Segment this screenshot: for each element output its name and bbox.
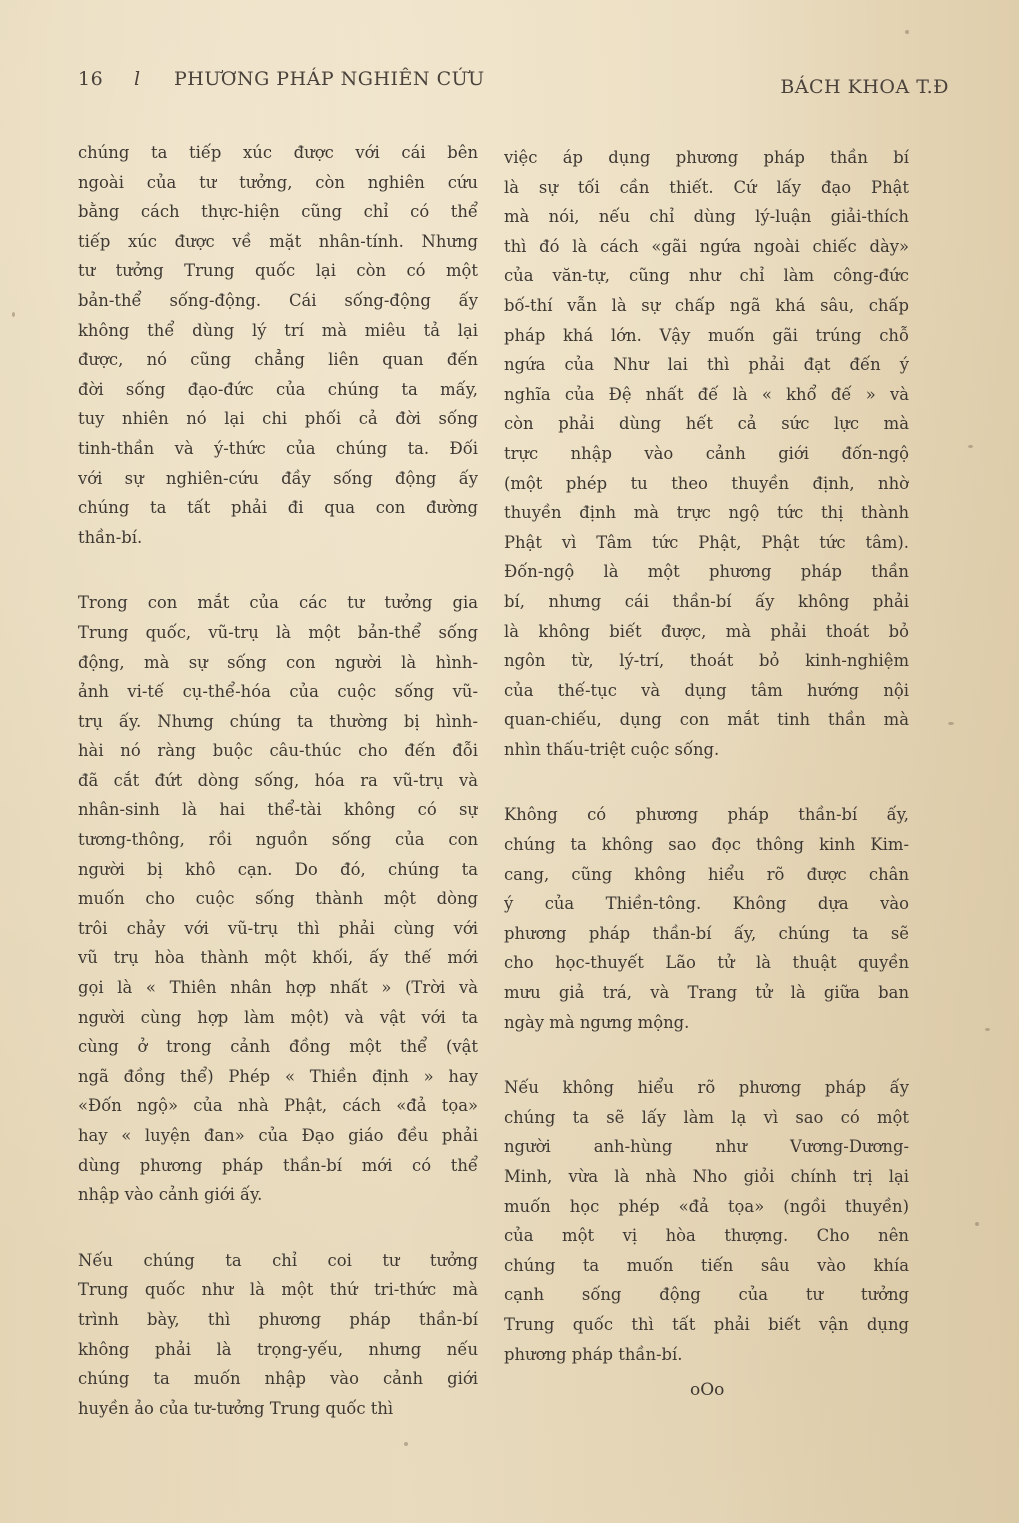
text-line: không phải là trọng-yếu, nhưng nếu (78, 1339, 478, 1359)
text-line: pháp khá lớn. Vậy muốn gãi trúng chỗ (504, 325, 909, 345)
end-mark: oOo (690, 1380, 725, 1400)
text-line: Phật vì Tâm tức Phật, Phật tức tâm). (504, 532, 909, 552)
text-line: còn phải dùng hết cả sức lực mà (504, 414, 909, 434)
text-line: không thể dùng lý trí mà miêu tả lại (78, 320, 478, 340)
text-line: đã cắt đứt dòng sống, hóa ra vũ-trụ và (78, 770, 478, 790)
text-line: là không biết được, mà phải thoát bỏ (504, 621, 909, 641)
paragraph (78, 1246, 478, 1424)
paper-speck (905, 30, 909, 34)
running-header (78, 68, 949, 100)
text-line: mà nói, nếu chỉ dùng lý-luận giải-thích (504, 207, 909, 227)
text-line: nhìn thấu-triệt cuộc sống. (504, 739, 720, 759)
text-line: phương pháp thần-bí ấy, chúng ta sẽ (504, 923, 909, 943)
page-number: 16 (78, 68, 104, 90)
text-line: chúng ta không sao đọc thông kinh Kim- (504, 835, 909, 855)
text-line: tuy nhiên nó lại chi phối cả đời sống (78, 409, 478, 429)
magazine-title: BÁCH KHOA T.Đ (780, 76, 949, 98)
text-line: của văn-tự, cũng như chỉ làm công-đức (504, 266, 909, 286)
text-line: Trung quốc, vũ-trụ là một bản-thể sống (78, 622, 478, 642)
text-line: việc áp dụng phương pháp thần bí (504, 148, 909, 167)
text-line: Trong con mắt của các tư tưởng gia (78, 593, 478, 613)
section-title: PHƯƠNG PHÁP NGHIÊN CỨU (174, 68, 485, 90)
text-line: bằng cách thực-hiện cũng chỉ có thể (78, 202, 478, 222)
text-line: Nếu chúng ta chỉ coi tư tưởng (78, 1250, 478, 1270)
text-line: tư tưởng Trung quốc lại còn có một (78, 261, 478, 281)
text-line: dùng phương pháp thần-bí mới có thể (78, 1155, 478, 1175)
right-column (504, 143, 909, 1369)
text-line: của một vị hòa thượng. Cho nên (504, 1226, 909, 1246)
text-line: Trung quốc thì tất phải biết vận dụng (504, 1314, 909, 1334)
text-line: nghĩa của Đệ nhất đế là « khổ đế » và (504, 384, 909, 404)
text-line: là sự tối cần thiết. Cứ lấy đạo Phật (504, 177, 909, 197)
text-line: ngôn từ, lý-trí, thoát bỏ kinh-nghiệm (504, 651, 909, 671)
text-line: chúng ta tiếp xúc được với cái bên (78, 143, 478, 162)
text-line: ngứa của Như lai thì phải đạt đến ý (504, 355, 909, 375)
text-line: được, nó cũng chẳng liên quan đến (78, 350, 478, 370)
text-line: bản-thể sống-động. Cái sống-động ấy (78, 290, 478, 310)
text-line: chúng ta muốn nhập vào cảnh giới (78, 1369, 478, 1389)
text-line: tiếp xúc được về mặt nhân-tính. Nhưng (78, 231, 478, 251)
text-line: người anh-hùng như Vương-Dương- (504, 1137, 909, 1157)
text-line: Nếu không hiểu rõ phương pháp ấy (504, 1078, 909, 1098)
paragraph-gap (504, 1037, 909, 1073)
text-line: muốn cho cuộc sống thành một dòng (78, 889, 478, 909)
text-line: chúng ta sẽ lấy làm lạ vì sao có một (504, 1107, 909, 1127)
text-line: cạnh sống động của tư tưởng (504, 1285, 909, 1305)
text-line: nhân-sinh là hai thể-tài không có sự (78, 800, 478, 820)
paper-speck (968, 445, 973, 448)
text-line: cang, cũng không hiểu rõ được chân (504, 864, 909, 884)
text-line: «Đốn ngộ» của nhà Phật, cách «đả tọa» (78, 1096, 478, 1116)
text-line: nhập vào cảnh giới ấy. (78, 1185, 263, 1205)
header-separator: l (134, 68, 141, 90)
paragraph (504, 143, 909, 764)
paragraph-gap (78, 552, 478, 588)
text-line: mưu giả trá, và Trang tử là giữa ban (504, 983, 909, 1003)
text-line: người cùng hợp làm một) và vật với ta (78, 1007, 478, 1027)
text-line: tương-thông, rồi nguồn sống của con (78, 830, 478, 850)
text-line: tinh-thần và ý-thức của chúng ta. Đối (78, 438, 478, 458)
paper-speck (985, 1028, 990, 1031)
text-line: thì đó là cách «gãi ngứa ngoài chiếc dày» (504, 236, 909, 256)
text-line: động, mà sự sống con người là hình- (78, 652, 478, 672)
text-line: ngã đồng thể) Phép « Thiền định » hay (78, 1066, 478, 1086)
paper-speck (404, 1442, 408, 1446)
text-line: muốn học phép «đả tọa» (ngồi thuyền) (504, 1196, 909, 1216)
text-line: hay « luyện đan» của Đạo giáo đều phải (78, 1126, 478, 1145)
text-line: ngày mà ngưng mộng. (504, 1012, 690, 1032)
paragraph-gap (78, 1210, 478, 1246)
text-line: cho học-thuyết Lão tử là thuật quyền (504, 953, 909, 973)
text-line: (một phép tu theo thuyền định, nhờ (504, 473, 909, 493)
text-line: thuyền định mà trực ngộ tức thị thành (504, 503, 909, 523)
text-line: đời sống đạo-đức của chúng ta mấy, (78, 379, 478, 399)
paragraph (78, 588, 478, 1209)
text-line: Không có phương pháp thần-bí ấy, (504, 805, 909, 825)
text-line: trôi chảy với vũ-trụ thì phải cùng với (78, 918, 478, 938)
text-line: Trung quốc như là một thứ tri-thức mà (78, 1280, 478, 1300)
text-line: bố-thí vẫn là sự chấp ngã khá sâu, chấp (504, 295, 909, 315)
paragraph (504, 800, 909, 1037)
text-line: gọi là « Thiên nhân hợp nhất » (Trời và (78, 978, 478, 998)
text-line: với sự nghiên-cứu đầy sống động ấy (78, 468, 478, 488)
text-line: quan-chiếu, dụng con mắt tinh thần mà (504, 710, 909, 730)
text-line: hài nó ràng buộc câu-thúc cho đến đỗi (78, 741, 478, 761)
paper-speck (975, 1222, 979, 1226)
text-line: của thế-tục và dụng tâm hướng nội (504, 680, 909, 700)
text-line: trực nhập vào cảnh giới đốn-ngộ (504, 443, 909, 463)
text-line: ngoài của tư tưởng, còn nghiên cứu (78, 172, 478, 192)
text-line: vũ trụ hòa thành một khối, ấy thế mới (78, 948, 478, 968)
paragraph (504, 1073, 909, 1369)
paragraph-gap (504, 764, 909, 800)
paragraph (78, 138, 478, 552)
text-line: thần-bí. (78, 527, 143, 547)
text-line: cùng ở trong cảnh đồng một thể (vật (78, 1037, 478, 1057)
text-line: trình bày, thì phương pháp thần-bí (78, 1309, 478, 1329)
text-line: chúng ta tất phải đi qua con đường (78, 498, 478, 518)
left-column (78, 138, 478, 1423)
paper-speck (12, 312, 15, 317)
text-line: Đốn-ngộ là một phương pháp thần (504, 562, 909, 582)
paper-speck (948, 722, 954, 725)
text-line: người bị khô cạn. Do đó, chúng ta (78, 859, 478, 879)
text-line: ảnh vi-tế cụ-thể-hóa của cuộc sống vũ- (78, 682, 478, 702)
text-line: Minh, vừa là nhà Nho giỏi chính trị lại (504, 1167, 909, 1186)
text-line: huyền ảo của tư-tưởng Trung quốc thì (78, 1398, 394, 1418)
text-line: phương pháp thần-bí. (504, 1344, 683, 1364)
text-line: ý của Thiền-tông. Không dựa vào (504, 894, 909, 914)
text-line: trụ ấy. Nhưng chúng ta thường bị hình- (78, 711, 478, 731)
text-line: chúng ta muốn tiến sâu vào khía (504, 1255, 909, 1275)
text-line: bí, nhưng cái thần-bí ấy không phải (504, 591, 909, 611)
